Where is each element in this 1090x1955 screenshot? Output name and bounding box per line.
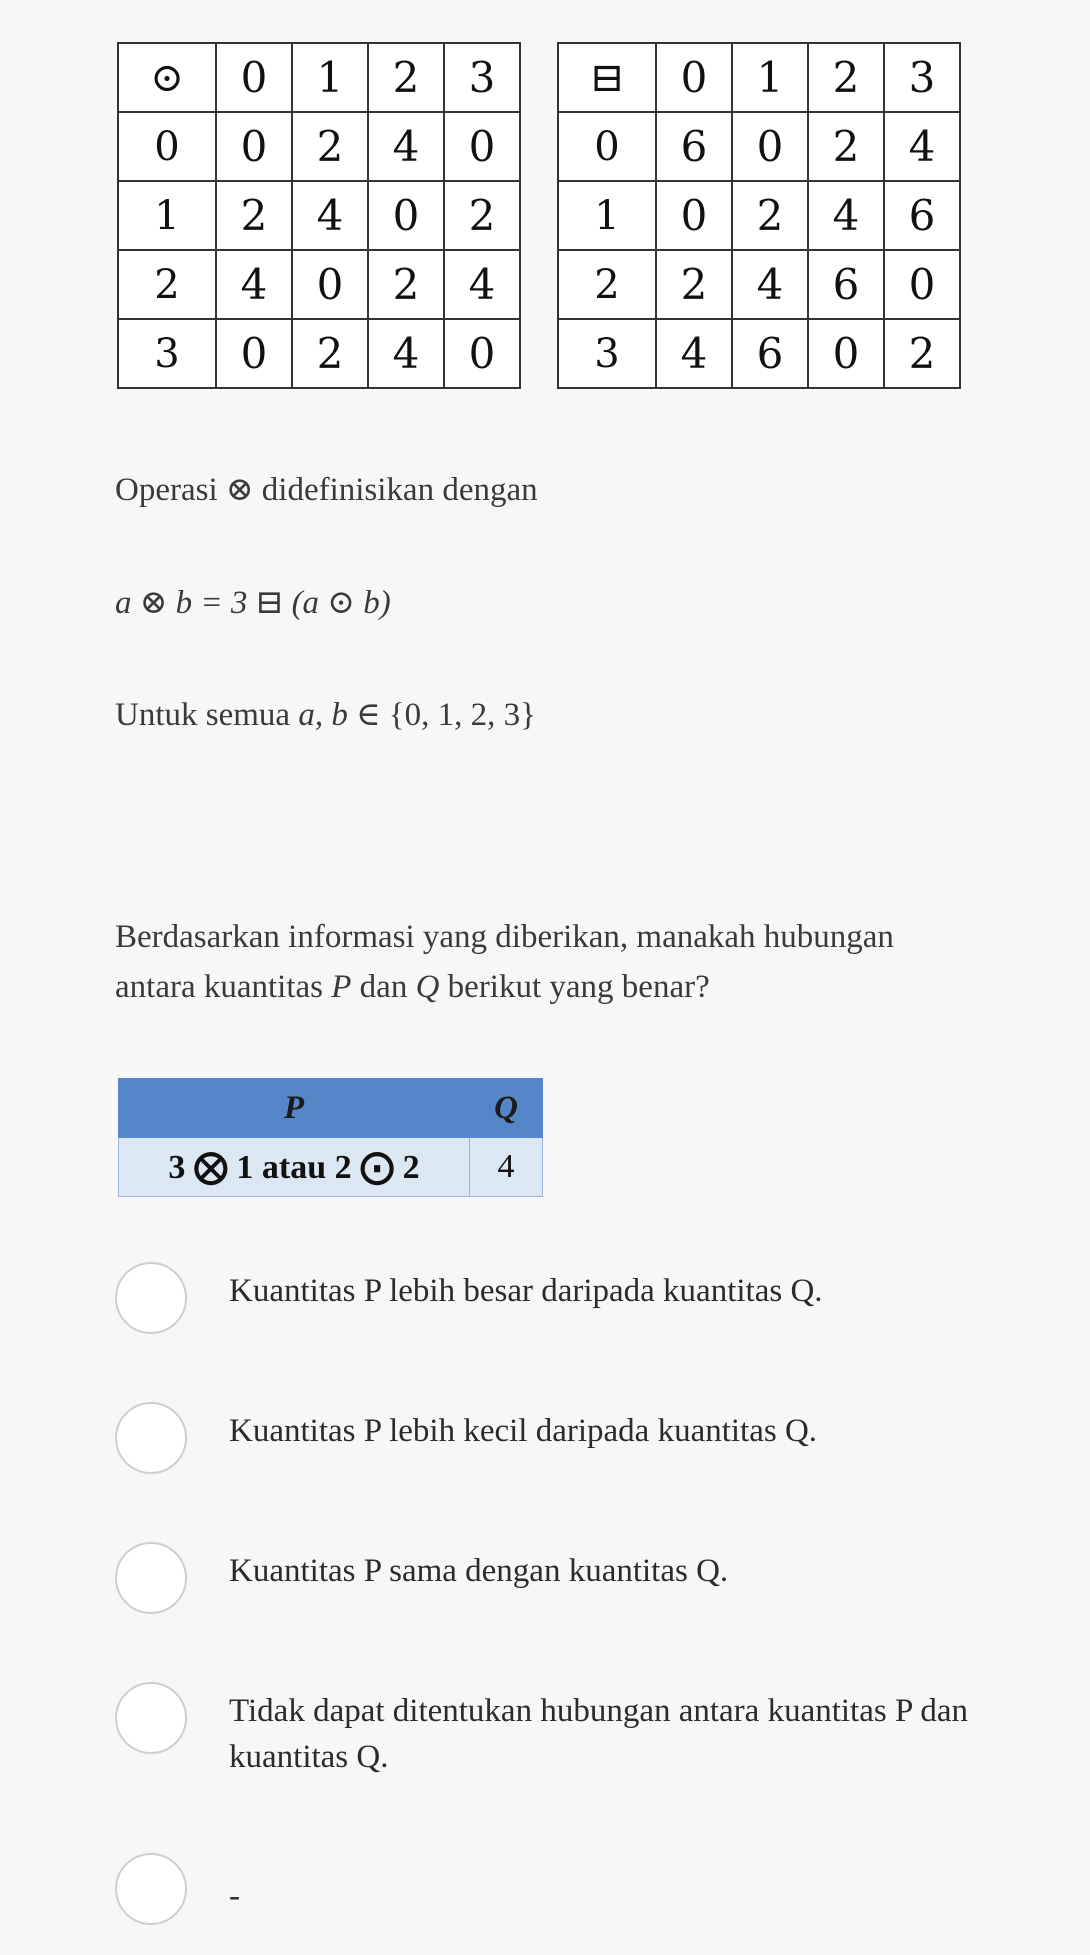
header-q: Q [470, 1079, 543, 1138]
row-header: 2 [118, 250, 216, 319]
row-header: 0 [118, 112, 216, 181]
table-cell: 2 [368, 250, 444, 319]
row-header: 1 [118, 181, 216, 250]
domain-prefix: Untuk semua [115, 697, 299, 733]
question-fragment: dan [351, 969, 416, 1005]
table-cell: 4 [216, 250, 292, 319]
table-cell: 4 [368, 319, 444, 388]
table-row [119, 1138, 543, 1197]
table-cell: 0 [444, 319, 520, 388]
row-header: 3 [558, 319, 656, 388]
radio-button[interactable] [115, 1542, 187, 1614]
table-cell: 0 [444, 112, 520, 181]
column-header: 1 [732, 43, 808, 112]
row-header: 2 [558, 250, 656, 319]
value-q: 4 [470, 1138, 543, 1197]
boxminus-symbol: ⊟ [558, 43, 656, 112]
table-cell: 0 [884, 250, 960, 319]
table-cell: 6 [808, 250, 884, 319]
column-header: 2 [808, 43, 884, 112]
domain-set: ∈ {0, 1, 2, 3} [347, 697, 536, 733]
boxminus-operation-table [557, 42, 961, 389]
table-cell: 0 [732, 112, 808, 181]
value-p: 3 ⨂ 1 atau 2 ⨀ 2 [119, 1138, 470, 1197]
definition-intro: Operasi ⊗ didefinisikan dengan [115, 472, 538, 508]
answer-option-e[interactable] [115, 1853, 995, 1925]
table-row [118, 112, 520, 181]
column-header: 1 [292, 43, 368, 112]
quantity-p-symbol: P [331, 969, 352, 1005]
table-row [558, 181, 960, 250]
answer-option-d[interactable] [115, 1682, 995, 1780]
odot-operation-table [117, 42, 521, 389]
odot-symbol: ⊙ [118, 43, 216, 112]
definition-domain [115, 690, 536, 740]
table-cell: 6 [732, 319, 808, 388]
column-header: 0 [656, 43, 732, 112]
table-cell: 0 [292, 250, 368, 319]
table-cell: 4 [368, 112, 444, 181]
answer-option-a[interactable] [115, 1262, 995, 1334]
table-cell: 4 [884, 112, 960, 181]
table-row [558, 250, 960, 319]
table-cell: 0 [808, 319, 884, 388]
question-line-1: Berdasarkan informasi yang diberikan, manakah hubungan [115, 919, 894, 955]
table-cell: 0 [216, 112, 292, 181]
table-cell: 2 [216, 181, 292, 250]
quantity-q-symbol: Q [415, 969, 440, 1005]
domain-variables: a, b [298, 697, 348, 733]
table-cell: 6 [884, 181, 960, 250]
table-row [558, 112, 960, 181]
question-text [115, 912, 995, 1012]
table-cell: 0 [368, 181, 444, 250]
table-cell: 2 [884, 319, 960, 388]
table-header-row [119, 1079, 543, 1138]
question-fragment: antara kuantitas [115, 969, 332, 1005]
question-line-2 [115, 962, 995, 1012]
table-cell: 2 [444, 181, 520, 250]
row-header: 0 [558, 112, 656, 181]
table-row [118, 181, 520, 250]
table-cell: 4 [808, 181, 884, 250]
table-cell: 6 [656, 112, 732, 181]
option-label: Kuantitas P lebih kecil daripada kuantitas Q. [229, 1413, 818, 1449]
table-cell: 4 [732, 250, 808, 319]
answer-option-c[interactable] [115, 1542, 995, 1614]
table-header-row [118, 43, 520, 112]
table-row [118, 319, 520, 388]
table-row [558, 319, 960, 388]
table-cell: 2 [292, 112, 368, 181]
column-header: 3 [444, 43, 520, 112]
radio-button[interactable] [115, 1853, 187, 1925]
table-cell: 0 [216, 319, 292, 388]
row-header: 1 [558, 181, 656, 250]
table-cell: 0 [656, 181, 732, 250]
option-label: Kuantitas P sama dengan kuantitas Q. [229, 1553, 729, 1589]
option-label: Tidak dapat ditentukan hubungan antara kuantitas P dan kuantitas Q. [229, 1693, 968, 1775]
header-p: P [119, 1079, 470, 1138]
column-header: 3 [884, 43, 960, 112]
table-cell: 2 [732, 181, 808, 250]
option-label: Kuantitas P lebih besar daripada kuantitas Q. [229, 1273, 823, 1309]
definition-formula: a ⊗ b = 3 ⊟ (a ⊙ b) [115, 585, 391, 621]
option-label: - [229, 1878, 240, 1914]
column-header: 0 [216, 43, 292, 112]
column-header: 2 [368, 43, 444, 112]
table-cell: 2 [808, 112, 884, 181]
table-cell: 2 [656, 250, 732, 319]
table-header-row [558, 43, 960, 112]
question-fragment: berikut yang benar? [439, 969, 710, 1005]
radio-button[interactable] [115, 1682, 187, 1754]
quantity-comparison-table [118, 1078, 543, 1197]
row-header: 3 [118, 319, 216, 388]
table-cell: 4 [292, 181, 368, 250]
radio-button[interactable] [115, 1402, 187, 1474]
radio-button[interactable] [115, 1262, 187, 1334]
table-cell: 4 [444, 250, 520, 319]
table-cell: 4 [656, 319, 732, 388]
answer-option-b[interactable] [115, 1402, 995, 1474]
table-row [118, 250, 520, 319]
table-cell: 2 [292, 319, 368, 388]
